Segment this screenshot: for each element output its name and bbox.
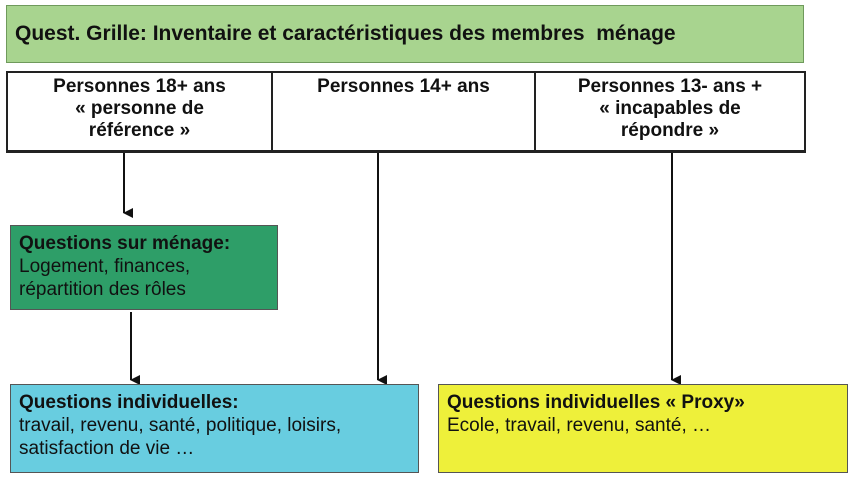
column-13-minus-line-3: répondre » bbox=[620, 120, 720, 141]
individuelles-heading: Questions individuelles: bbox=[19, 392, 239, 413]
column-13-minus-line-2: « incapables de bbox=[599, 98, 741, 119]
menage-line-1: Logement, finances, bbox=[19, 256, 191, 277]
questions-proxy-box bbox=[438, 384, 848, 473]
individuelles-line-2: satisfaction de vie … bbox=[19, 438, 195, 459]
column-adults-line-1: Personnes 18+ ans bbox=[53, 76, 226, 97]
column-adults-line-2: « personne de bbox=[75, 98, 204, 119]
proxy-line-1: Ecole, travail, revenu, santé, … bbox=[447, 415, 712, 436]
column-adults-line-3: référence » bbox=[88, 120, 191, 141]
questions-individuelles-box bbox=[10, 384, 419, 473]
diagram-title: Quest. Grille: Inventaire et caractéristiques des membres ménage bbox=[6, 5, 804, 63]
menage-heading: Questions sur ménage: bbox=[19, 233, 231, 254]
menage-line-2: répartition des rôles bbox=[19, 279, 186, 300]
column-14-plus-line-1: Personnes 14+ ans bbox=[317, 76, 490, 97]
individuelles-line-1: travail, revenu, santé, politique, loisirs, bbox=[19, 415, 342, 436]
column-13-minus-line-1: Personnes 13- ans + bbox=[577, 76, 763, 97]
proxy-heading: Questions individuelles « Proxy» bbox=[447, 392, 745, 413]
questions-menage-box bbox=[10, 225, 278, 310]
